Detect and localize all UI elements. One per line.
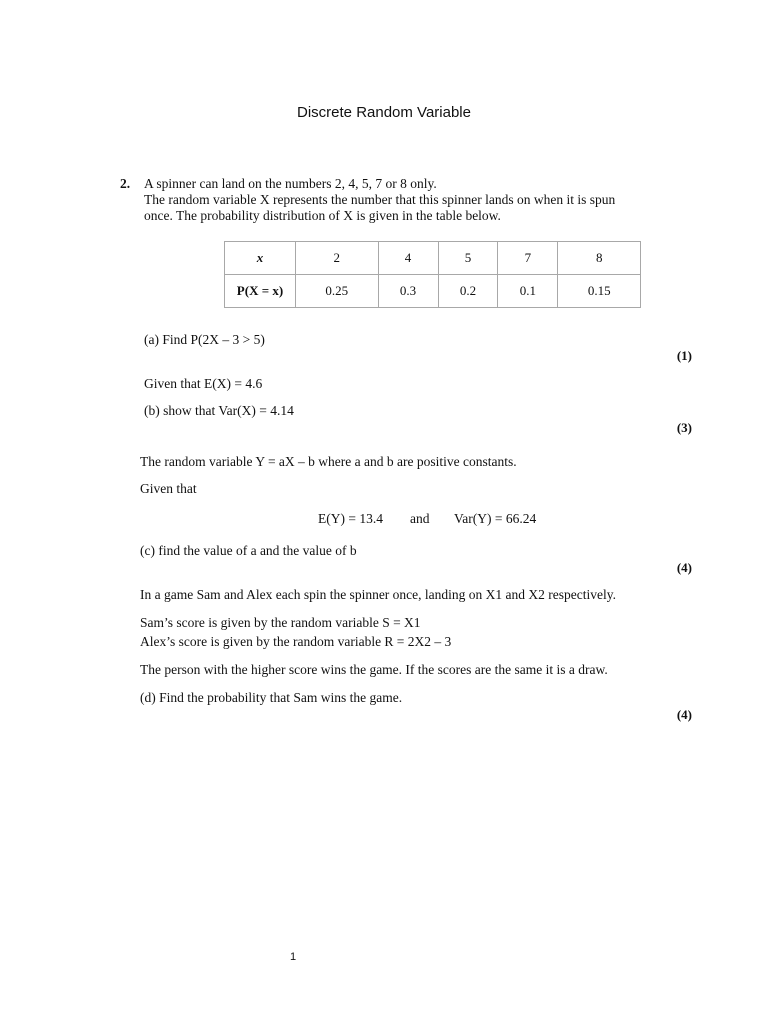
row-label-x: x	[225, 242, 296, 275]
table-row	[225, 242, 641, 275]
intro-line-1: A spinner can land on the numbers 2, 4, 5, 7 or 8 only.	[144, 176, 437, 191]
table-row	[225, 275, 641, 308]
table-cell: 2	[296, 242, 379, 275]
question-number: 2.	[120, 176, 131, 191]
page-number: 1	[290, 951, 297, 963]
table-cell: 0.25	[296, 275, 379, 308]
expectation-y: E(Y) = 13.4	[318, 511, 383, 526]
table-cell: 7	[498, 242, 558, 275]
table-cell: 0.2	[438, 275, 498, 308]
part-a: (a) Find P(2X – 3 > 5)	[144, 332, 265, 347]
marks-b: (3)	[676, 420, 692, 435]
table-cell: 8	[558, 242, 641, 275]
win-rule: The person with the higher score wins the game. If the scores are the same it is a draw.	[140, 662, 608, 677]
page-title: Discrete Random Variable	[297, 104, 471, 121]
row-label-probability: P(X = x)	[225, 275, 296, 308]
variance-y: Var(Y) = 66.24	[454, 511, 537, 526]
given-that: Given that	[140, 481, 197, 496]
given-expectation: Given that E(X) = 4.6	[144, 376, 263, 391]
y-definition: The random variable Y = aX – b where a and b are positive constants.	[140, 454, 517, 469]
part-b: (b) show that Var(X) = 4.14	[144, 403, 294, 418]
marks-d: (4)	[676, 707, 692, 722]
probability-distribution-table	[224, 241, 641, 308]
table-cell: 0.15	[558, 275, 641, 308]
alex-score: Alex’s score is given by the random variable R = 2X2 – 3	[140, 634, 452, 649]
marks-c: (4)	[676, 560, 692, 575]
part-d: (d) Find the probability that Sam wins the game.	[140, 690, 403, 705]
table-cell: 0.1	[498, 275, 558, 308]
table-cell: 5	[438, 242, 498, 275]
intro-line-2: The random variable X represents the number that this spinner lands on when it is spun	[144, 192, 616, 207]
intro-line-3: once. The probability distribution of X is given in the table below.	[144, 208, 501, 223]
marks-a: (1)	[676, 348, 692, 363]
table-cell: 0.3	[378, 275, 438, 308]
table-cell: 4	[378, 242, 438, 275]
part-c: (c) find the value of a and the value of b	[140, 543, 357, 558]
and-word: and	[410, 511, 430, 526]
game-intro: In a game Sam and Alex each spin the spinner once, landing on X1 and X2 respectively.	[140, 587, 616, 602]
sam-score: Sam’s score is given by the random variable S = X1	[140, 615, 421, 630]
